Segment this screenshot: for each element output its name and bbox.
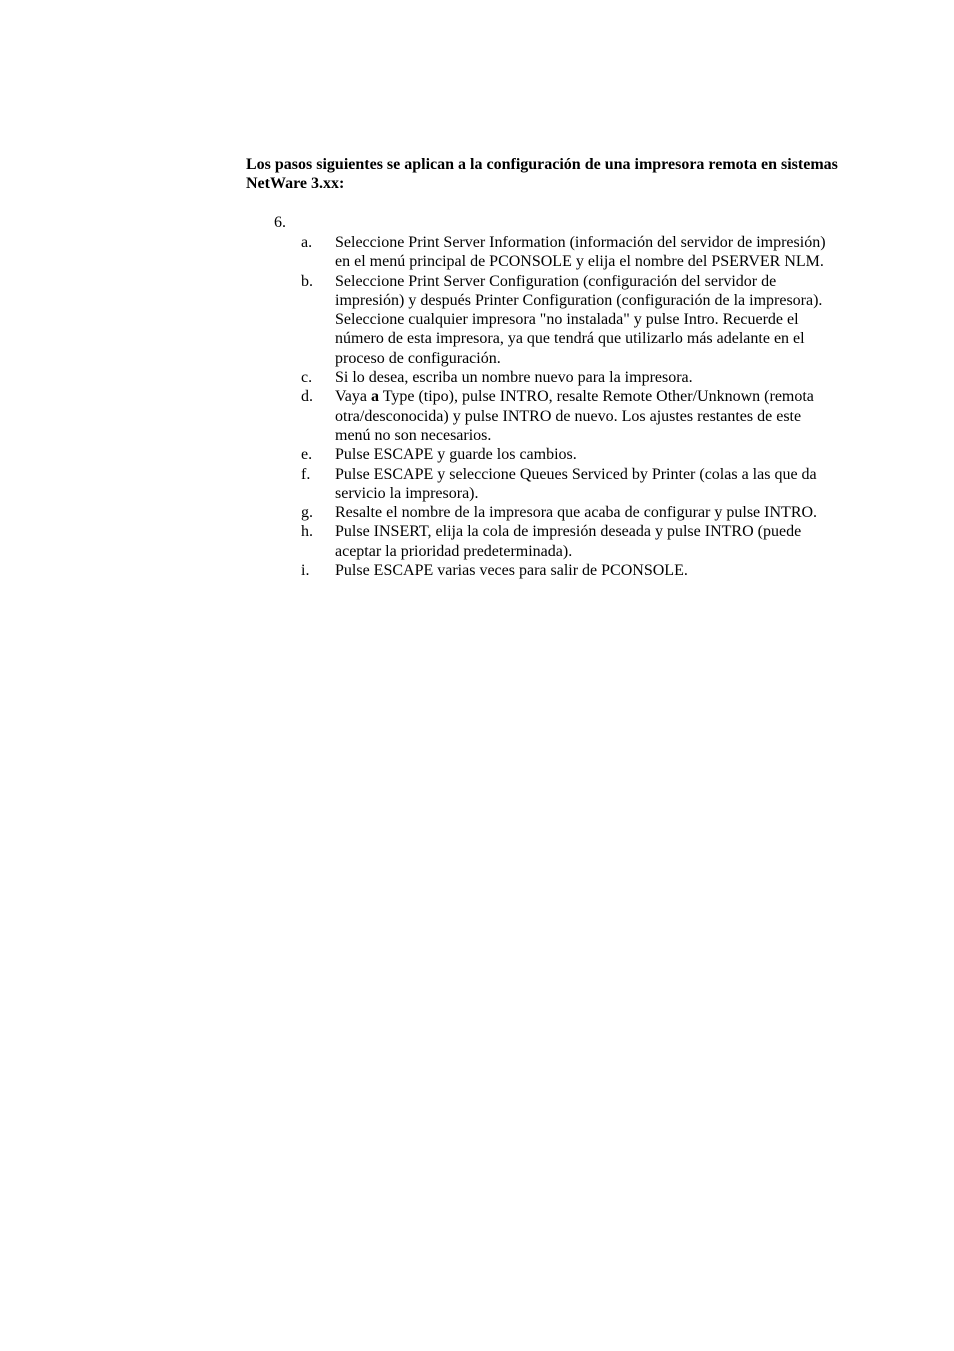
substep-marker: i.	[301, 562, 310, 580]
list-item	[301, 272, 831, 368]
substep-text-after: Type (tipo), pulse INTRO, resalte Remote Other/Unknown (remota otra/desconocida) y pulse INTRO de nuevo. Los ajustes restantes de este menú no son necesarios.	[335, 388, 814, 444]
substep-text-before: Vaya	[335, 388, 371, 406]
section-heading: Los pasos siguientes se aplican a la configuración de una impresora remota en sistemas NetWare 3.xx:	[246, 156, 838, 192]
substep-text: Seleccione Print Server Information (información del servidor de impresión) en el menú principal de PCONSOLE y elija el nombre del PSERVER NLM.	[335, 234, 826, 271]
substep-marker: c.	[301, 369, 313, 387]
substep-marker: f.	[301, 465, 311, 483]
list-item	[301, 233, 831, 272]
substep-marker: e.	[301, 446, 313, 464]
list-item	[301, 445, 831, 464]
list-item	[301, 387, 831, 445]
substep-text: Pulse ESCAPE y guarde los cambios.	[335, 446, 577, 464]
list-item	[301, 522, 831, 561]
substep-marker: g.	[301, 504, 313, 522]
list-item	[301, 465, 831, 504]
substep-text: Si lo desea, escriba un nombre nuevo para la impresora.	[335, 369, 693, 387]
list-item	[301, 561, 831, 580]
substep-marker: d.	[301, 388, 313, 406]
list-item	[301, 503, 831, 522]
substep-list	[301, 233, 831, 580]
substep-text: Pulse ESCAPE varias veces para salir de PCONSOLE.	[335, 562, 688, 580]
substep-text	[335, 387, 831, 445]
substep-text: Seleccione Print Server Configuration (configuración del servidor de impresión) y después Printer Configuration (configuración de la impresora). Seleccione cualquier impresora "no instalada" y pulse Intro. Recuerde el número de esta impresora, ya que tendrá que utilizarlo más adelante en el proceso de configuración.	[335, 272, 823, 367]
step-number: 6.	[274, 214, 286, 231]
substep-text: Pulse INSERT, elija la cola de impresión deseada y pulse INTRO (puede aceptar la prioridad predeterminada).	[335, 523, 802, 560]
substep-marker: a.	[301, 234, 313, 251]
substep-marker: h.	[301, 523, 313, 541]
substep-text: Resalte el nombre de la impresora que acaba de configurar y pulse INTRO.	[335, 504, 818, 522]
substep-marker: b.	[301, 272, 313, 290]
substep-text-bold: a	[370, 388, 379, 406]
list-item	[301, 368, 831, 387]
substep-text: Pulse ESCAPE y seleccione Queues Serviced by Printer (colas a las que da servicio la impresora).	[335, 465, 817, 502]
